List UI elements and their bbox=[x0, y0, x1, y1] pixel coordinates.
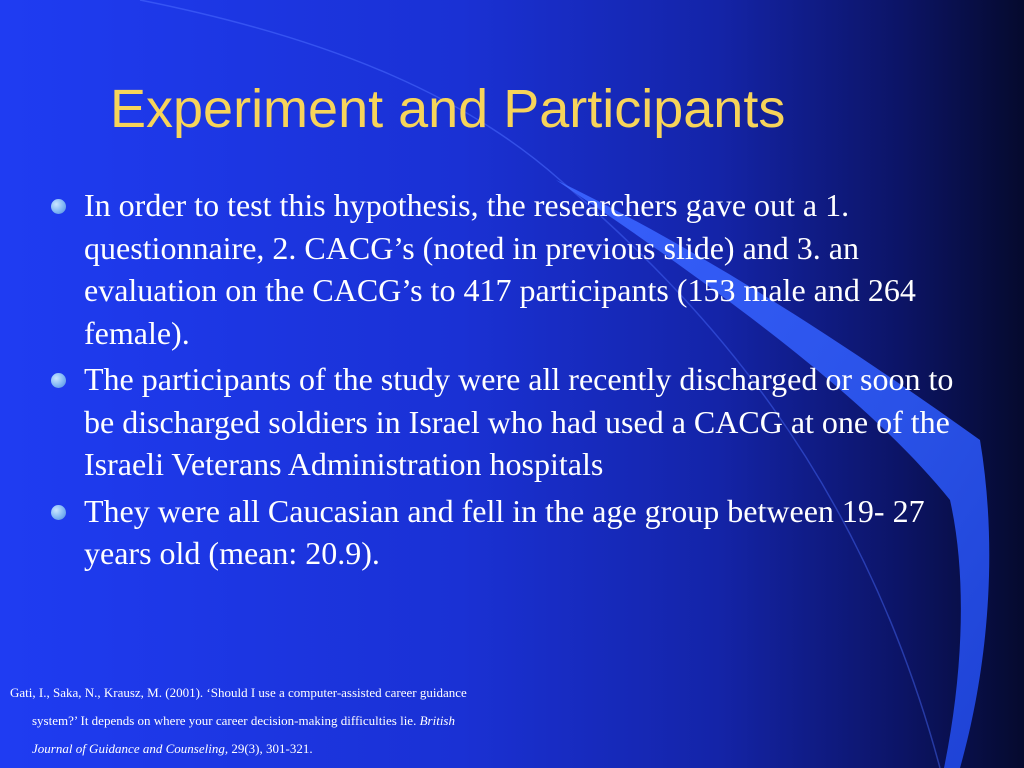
bullet-text: The participants of the study were all recently discharged or soon to be discharged soldiers in Israel who had used a CACG at one of the Israeli Veterans Administration hospitals bbox=[84, 361, 954, 482]
citation-line-3 bbox=[10, 735, 650, 763]
bullet-item bbox=[48, 490, 978, 575]
bullet-item bbox=[48, 358, 978, 486]
bullet-dot-icon bbox=[51, 505, 66, 520]
citation bbox=[10, 679, 650, 763]
citation-journal-part-2: Journal of Guidance and Counseling, bbox=[32, 741, 229, 756]
bullet-item bbox=[48, 184, 978, 354]
citation-line-3-text: 29(3), 301-321. bbox=[228, 741, 313, 756]
citation-line-2-text: system?’ It depends on where your career decision-making difficulties lie. bbox=[32, 713, 420, 728]
bullet-dot-icon bbox=[51, 199, 66, 214]
citation-line-2 bbox=[10, 707, 650, 735]
citation-line-1: Gati, I., Saka, N., Krausz, M. (2001). ‘Should I use a computer-assisted career guidance bbox=[10, 685, 467, 700]
bullet-text: They were all Caucasian and fell in the age group between 19- 27 years old (mean: 20.9). bbox=[84, 492, 925, 571]
citation-journal-part-1: British bbox=[419, 713, 455, 728]
bullet-list bbox=[48, 184, 978, 579]
bullet-dot-icon bbox=[51, 373, 66, 388]
bullet-text: In order to test this hypothesis, the researchers gave out a 1. questionnaire, 2. CACG’s (noted in previous slide) and 3. an evaluation on the CACG’s to 417 participants (153 male and 264 female). bbox=[84, 187, 916, 351]
slide-title: Experiment and Participants bbox=[110, 79, 786, 139]
